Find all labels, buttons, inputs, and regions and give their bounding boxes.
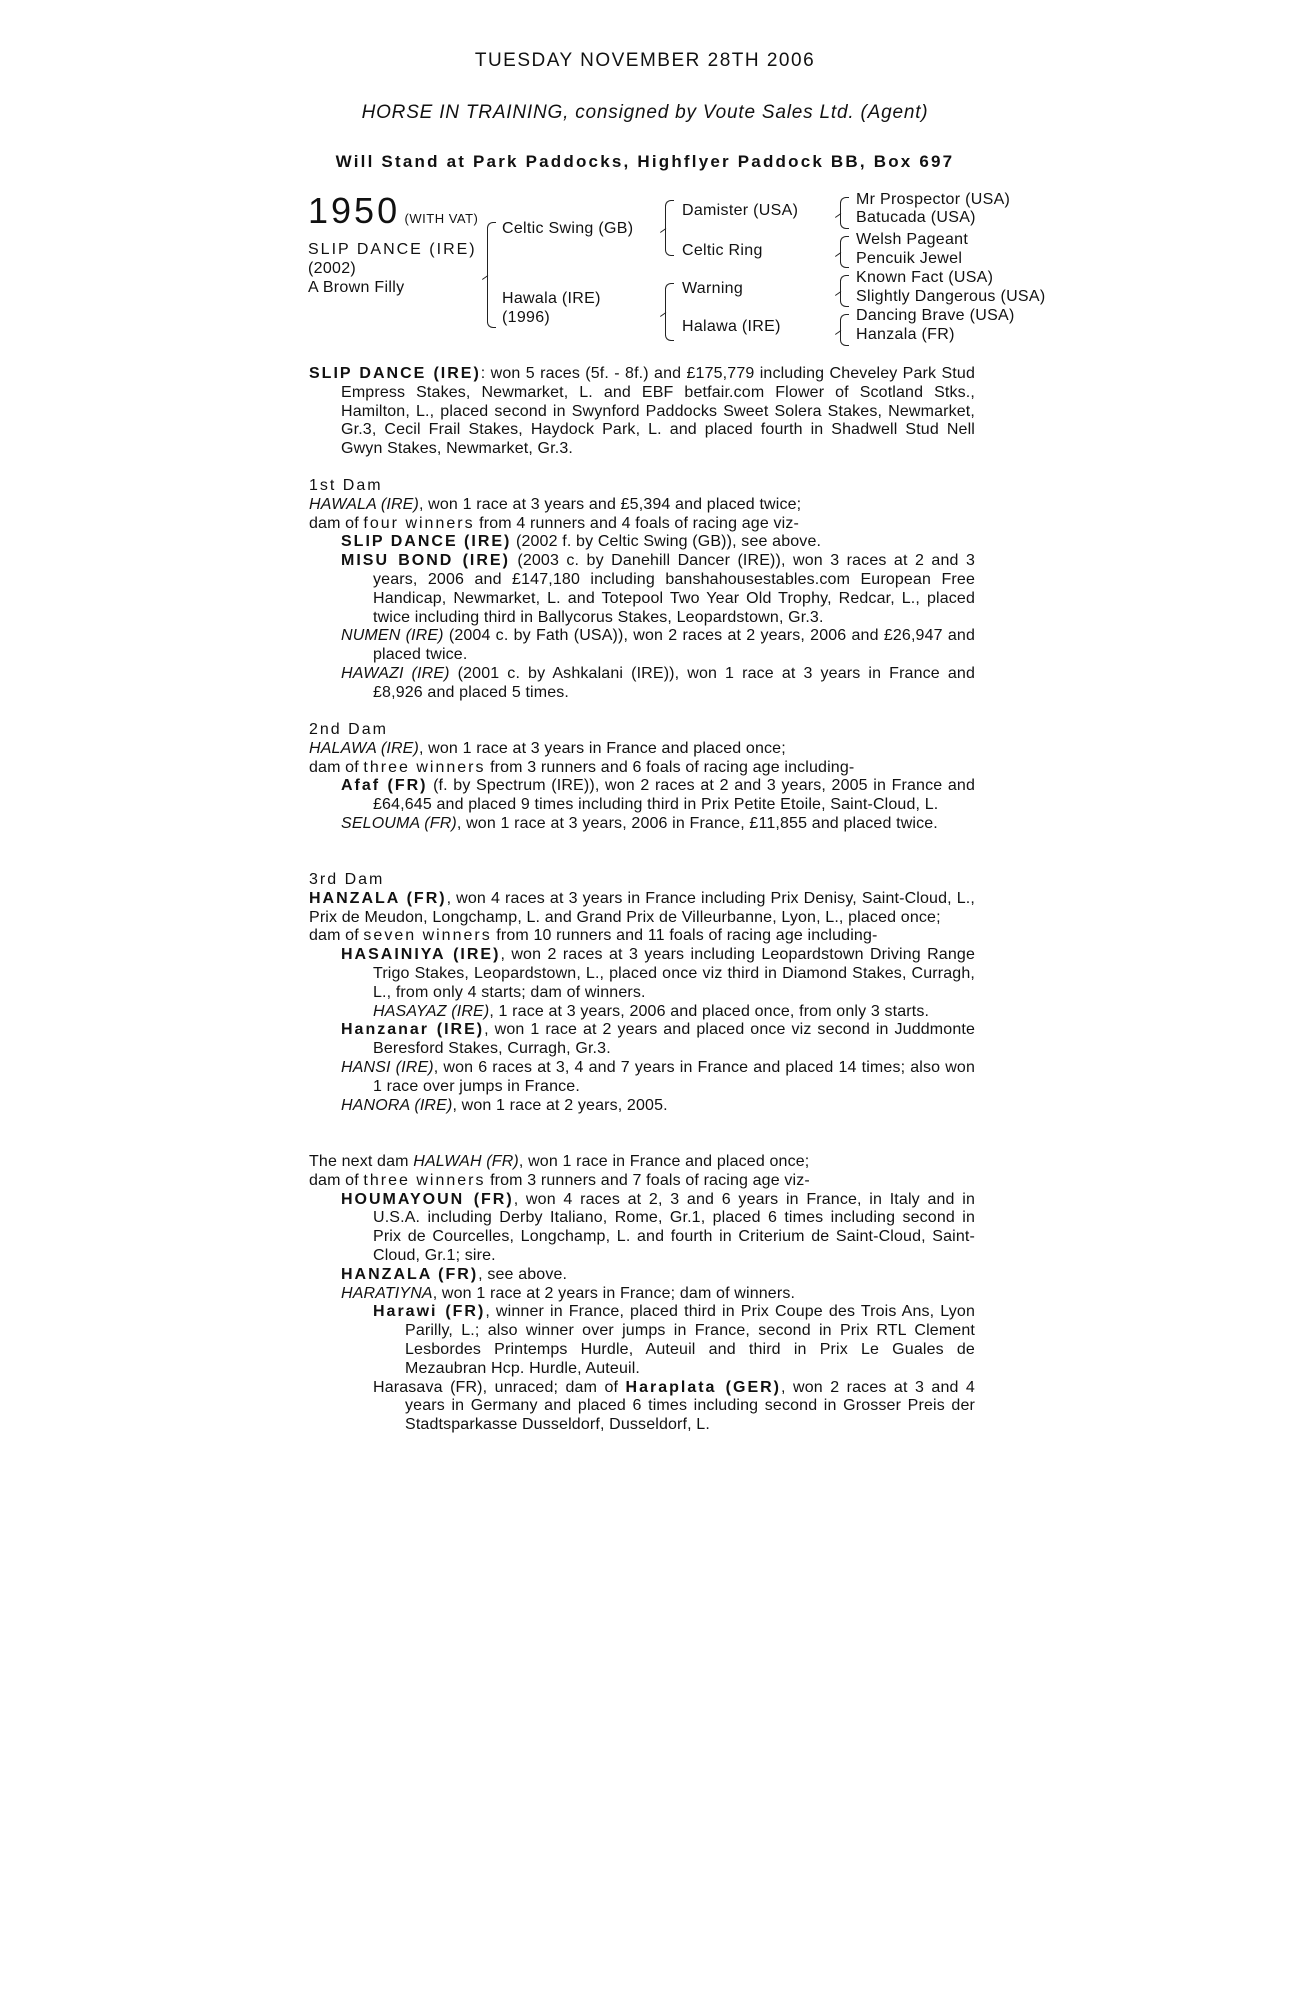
sale-date: TUESDAY NOVEMBER 28TH 2006 xyxy=(474,50,816,71)
next-dam-text: , won 1 race in France and placed once; xyxy=(518,1153,810,1170)
pedigree-dam-year: (1996) xyxy=(502,309,551,326)
first-dam-of-text: from 4 runners and 4 foals of racing age viz- xyxy=(474,514,799,532)
vat-note: (WITH VAT) xyxy=(404,211,479,226)
produce-numen: NUMEN (IRE) xyxy=(341,627,444,645)
produce-houmayoun: HOUMAYOUN (FR) xyxy=(341,1190,514,1208)
produce-misu-bond: MISU BOND (IRE) xyxy=(341,552,510,570)
produce-hansi-text: , won 6 races at 3, 4 and 7 years in France and placed 14 times; also won 1 race over jumps in France. xyxy=(373,1058,975,1095)
second-dam-of-label: dam of xyxy=(309,758,364,776)
pedigree-brace-3a xyxy=(840,197,849,229)
second-dam-section xyxy=(309,721,975,834)
produce-afaf-text: (f. by Spectrum (IRE)), won 2 races at 2 and 3 years, 2005 in France and £64,645 and placed 9 times including third in Prix Petite Etoile, Saint-Cloud, L. xyxy=(373,777,975,814)
pedigree-brace-3b xyxy=(840,236,849,268)
first-dam-text: , won 1 race at 3 years and £5,394 and placed twice; xyxy=(418,495,802,513)
second-dam-text: , won 1 race at 3 years in France and placed once; xyxy=(418,739,786,757)
pedigree-brace-3d xyxy=(840,314,849,346)
produce-selouma: SELOUMA (FR) xyxy=(341,814,457,832)
produce-hanzanar: Hanzanar (IRE) xyxy=(341,1021,485,1039)
produce-selouma-text: , won 1 race at 3 years, 2006 in France, £11,855 and placed twice. xyxy=(456,814,938,832)
pedigree-g8: Hanzala (FR) xyxy=(856,326,955,343)
pedigree-g4: Pencuik Jewel xyxy=(856,250,963,267)
produce-haratiyna-text: , won 1 race at 2 years in France; dam of winners. xyxy=(432,1284,796,1302)
consignment-line: HORSE IN TRAINING, consigned by Voute Sales Ltd. (Agent) xyxy=(361,102,929,123)
pedigree-dam-dam: Halawa (IRE) xyxy=(682,318,781,335)
next-dam-of-text: from 3 runners and 7 foals of racing age viz- xyxy=(485,1171,810,1189)
third-dam-of-text: from 10 runners and 11 foals of racing age including- xyxy=(491,927,878,945)
horse-name: SLIP DANCE (IRE) xyxy=(308,241,477,258)
third-dam-section xyxy=(309,871,975,1115)
produce-misu-bond-text: (2003 c. by Danehill Dancer (IRE)), won 3 races at 2 and 3 years, 2006 and £147,180 including banshahousestables.com European Free Handicap, Newmarket, L. and Totepool Two Year Old Trophy, Redcar, L., placed twice including third in Ballycorus Stakes, Leopardstown, Gr.3. xyxy=(373,552,975,626)
produce-slip-dance-text: (2002 f. by Celtic Swing (GB)), see above. xyxy=(511,533,822,551)
foaling-year: (2002) xyxy=(308,260,357,277)
produce-numen-text: (2004 c. by Fath (USA)), won 2 races at 2 years, 2006 and £26,947 and placed twice. xyxy=(373,627,976,664)
pedigree-brace-2a xyxy=(665,200,674,256)
stand-location: Will Stand at Park Paddocks, Highflyer Paddock BB, Box 697 xyxy=(335,152,955,171)
summary-text: : won 5 races (5f. - 8f.) and £175,779 including Cheveley Park Stud Empress Stakes, Newmarket, L. and EBF betfair.com Flower of Scotland Stks., Hamilton, L., placed second in Swynford Paddocks Sweet Solera Stakes, Newmarket, Gr.3, Cecil Frail Stakes, Haydock Park, L. and placed fourth in Shadwell Stud Nell Gwyn Stakes, Newmarket, Gr.3. xyxy=(341,365,975,458)
produce-slip-dance: SLIP DANCE (IRE) xyxy=(341,533,512,551)
pedigree-g2: Batucada (USA) xyxy=(856,209,976,226)
produce-houmayoun-text: , won 4 races at 2, 3 and 6 years in France, in Italy and in U.S.A. including Derby Italiano, Rome, Gr.1, placed 6 times including second in Prix de Courcelles, Longchamp, L. and fourth in Criterium de Saint-Cloud, Saint-Cloud, Gr.1; sire. xyxy=(373,1190,975,1264)
produce-haratiyna: HARATIYNA xyxy=(341,1284,433,1302)
pedigree-sire: Celtic Swing (GB) xyxy=(502,220,634,237)
produce-hanora: HANORA (IRE) xyxy=(341,1096,453,1114)
pedigree-g7: Dancing Brave (USA) xyxy=(856,307,1015,324)
produce-haraplata: Haraplata (GER) xyxy=(625,1378,782,1396)
second-dam-winners: three winners xyxy=(363,758,486,776)
third-dam-heading: 3rd Dam xyxy=(309,871,385,888)
produce-hanzala: HANZALA (FR) xyxy=(341,1265,479,1283)
lot-price: 1950 xyxy=(308,190,401,231)
third-dam-winners: seven winners xyxy=(363,927,492,945)
first-dam-name: HAWALA (IRE) xyxy=(309,495,419,513)
third-dam-of-label: dam of xyxy=(309,927,364,945)
next-dam-name: HALWAH (FR) xyxy=(413,1153,519,1170)
produce-haraplata-text: , won 2 races at 3 and 4 years in Germany and placed 6 times including second in Grosser Preis der Stadtsparkasse Dusseldorf, Dusseldorf, L. xyxy=(405,1378,975,1434)
produce-harawi: Harawi (FR) xyxy=(373,1303,486,1321)
second-dam-of-text: from 3 runners and 6 foals of racing age including- xyxy=(485,758,855,776)
third-dam-text: , won 4 races at 3 years in France including Prix Denisy, Saint-Cloud, L., Prix de Meudon, Longchamp, L. and Grand Prix de Villeurbanne, Lyon, L., placed once; xyxy=(309,889,975,926)
produce-hawazi-text: (2001 c. by Ashkalani (IRE)), won 1 race at 3 years in France and £8,926 and placed 5 times. xyxy=(373,664,975,701)
third-dam-name: HANZALA (FR) xyxy=(309,889,447,907)
produce-afaf: Afaf (FR) xyxy=(341,777,428,795)
pedigree-g1: Mr Prospector (USA) xyxy=(856,191,1011,208)
second-dam-heading: 2nd Dam xyxy=(309,721,388,738)
produce-hasayaz: HASAYAZ (IRE) xyxy=(373,1002,490,1020)
next-dam-winners: three winners xyxy=(363,1171,486,1189)
produce-hasainiya-text: , won 2 races at 3 years including Leopardstown Driving Range Trigo Stakes, Leopardstown, L., placed once viz third in Diamond Stakes, Curragh, L., from only 4 starts; dam of winners. xyxy=(373,946,975,1001)
first-dam-heading: 1st Dam xyxy=(309,477,383,494)
produce-hanzanar-text: , won 1 race at 2 years and placed once viz second in Juddmonte Beresford Stakes, Curragh, Gr.3. xyxy=(373,1021,976,1058)
pedigree-dam-sire: Warning xyxy=(682,280,744,297)
summary-horse-name: SLIP DANCE (IRE) xyxy=(309,365,481,382)
pedigree-dam: Hawala (IRE) xyxy=(502,290,601,307)
pedigree-sire-dam: Celtic Ring xyxy=(682,242,763,259)
lot-price-block xyxy=(308,190,478,232)
produce-harawi-text: , winner in France, placed third in Prix Coupe des Trois Ans, Lyon Parilly, L.; also winner over jumps in France, second in Prix RTL Clement Lesbordes Printemps Hurdle, Auteuil and third in Prix Le Guales de Mezaubran Hcp. Hurdle, Auteuil. xyxy=(405,1303,975,1377)
first-dam-section xyxy=(309,477,975,703)
pedigree-brace-2b xyxy=(665,283,674,341)
produce-hanzala-text: , see above. xyxy=(478,1265,568,1283)
first-dam-of-label: dam of xyxy=(309,514,364,532)
first-dam-winners: four winners xyxy=(363,514,475,532)
produce-hansi: HANSI (IRE) xyxy=(341,1058,434,1076)
produce-harasava-text: , unraced; dam of xyxy=(482,1378,626,1396)
produce-hasainiya: HASAINIYA (IRE) xyxy=(341,946,501,964)
pedigree-g3: Welsh Pageant xyxy=(856,231,969,248)
produce-hawazi: HAWAZI (IRE) xyxy=(341,664,450,682)
pedigree-g6: Slightly Dangerous (USA) xyxy=(856,288,1046,305)
next-dam-label: The next dam xyxy=(309,1153,414,1170)
race-record-summary xyxy=(309,365,975,459)
pedigree-brace-1 xyxy=(487,222,496,328)
next-dam-of-label: dam of xyxy=(309,1171,364,1189)
horse-description: A Brown Filly xyxy=(308,279,405,296)
pedigree-sire-sire: Damister (USA) xyxy=(682,202,799,219)
produce-harasava: Harasava (FR) xyxy=(373,1378,483,1396)
produce-hanora-text: , won 1 race at 2 years, 2005. xyxy=(452,1096,668,1114)
next-dam-section xyxy=(309,1153,975,1435)
pedigree-brace-3c xyxy=(840,275,849,307)
pedigree-g5: Known Fact (USA) xyxy=(856,269,994,286)
produce-hasayaz-text: , 1 race at 3 years, 2006 and placed once, from only 3 starts. xyxy=(489,1002,930,1020)
second-dam-name: HALAWA (IRE) xyxy=(309,739,419,757)
